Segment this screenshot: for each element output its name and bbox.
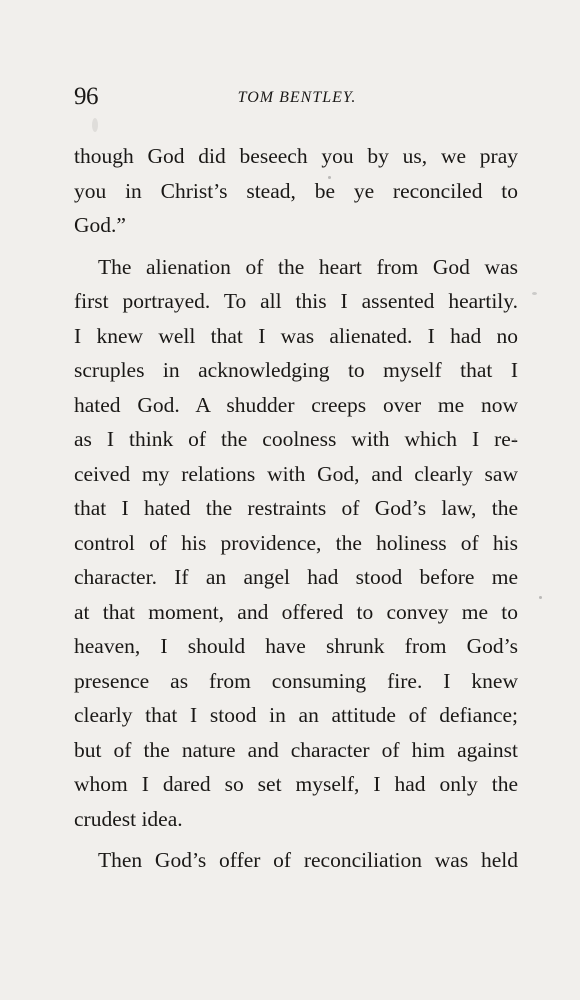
- text-line: I knew well that I was alienated. I had no: [74, 323, 518, 348]
- text-line: hated God. A shudder creeps over me now: [74, 392, 518, 417]
- print-speck: [328, 176, 331, 179]
- text-line: that I hated the restraints of God’s law, the: [74, 496, 518, 520]
- paragraph-gap: [74, 243, 518, 250]
- text-line: crudest idea.: [74, 806, 183, 831]
- text-line: control of his providence, the holiness of his: [74, 530, 518, 555]
- print-speck: [92, 118, 98, 132]
- text-line: whom I dared so set myself, I had only the: [74, 772, 518, 796]
- text-line: though God did beseech you by us, we pray: [74, 144, 518, 168]
- text-line: you in Christ’s stead, be ye reconciled to: [74, 178, 518, 203]
- print-speck: [532, 292, 537, 295]
- text-line: first portrayed. To all this I assented heartily.: [74, 289, 518, 313]
- text-line: but of the nature and character of him against: [74, 737, 518, 762]
- print-speck: [514, 438, 516, 443]
- text-line: at that moment, and offered to convey me to: [74, 599, 518, 624]
- running-head: TOM BENTLEY.: [237, 89, 357, 106]
- text-line: heaven, I should have shrunk from God’s: [74, 634, 518, 658]
- text-line: scruples in acknowledging to myself that I: [74, 358, 518, 382]
- text-line: God.”: [74, 213, 126, 237]
- text-line: clearly that I stood in an attitude of defiance;: [74, 703, 518, 727]
- text-line: ceived my relations with God, and clearly saw: [74, 461, 518, 486]
- text-line: character. If an angel had stood before me: [74, 565, 518, 589]
- print-speck: [539, 596, 542, 599]
- page-number: 96: [74, 83, 98, 110]
- page-header: [74, 80, 520, 114]
- text-line: as I think of the coolness with which I re-: [74, 427, 518, 451]
- text-line: Then God’s offer of reconciliation was held: [98, 848, 518, 872]
- body-text: [74, 139, 518, 878]
- paragraph-gap: [74, 836, 518, 843]
- text-line: The alienation of the heart from God was: [98, 254, 518, 279]
- text-line: presence as from consuming fire. I knew: [74, 668, 518, 693]
